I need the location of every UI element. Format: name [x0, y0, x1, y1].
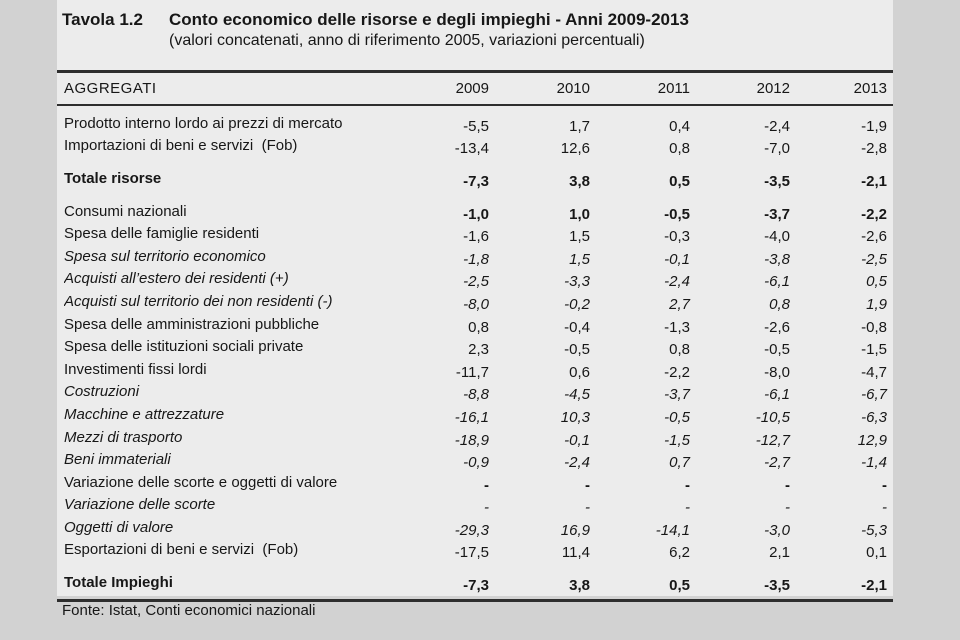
- table-row: [57, 290, 893, 313]
- row-value: -0,5: [764, 341, 790, 359]
- row-value: -11,7: [455, 363, 489, 381]
- row-value: -2,1: [861, 172, 887, 190]
- row-label: Mezzi di trasporto: [64, 428, 183, 446]
- row-label: Consumi nazionali: [64, 202, 187, 220]
- row-value: -: [685, 476, 690, 494]
- row-label: Spesa sul territorio economico: [64, 247, 266, 265]
- row-value: -1,5: [664, 431, 690, 449]
- row-value: 0,8: [669, 140, 690, 158]
- row-value: -0,8: [861, 318, 887, 336]
- row-value: -2,4: [564, 454, 590, 472]
- table-row: [57, 167, 893, 190]
- table-row: [57, 403, 893, 426]
- row-label: Costruzioni: [64, 383, 140, 401]
- row-value: 0,8: [468, 318, 489, 336]
- row-value: 0,5: [669, 172, 690, 190]
- table-row: [57, 539, 893, 562]
- row-value: -4,7: [861, 363, 887, 381]
- column-header-2010: 2010: [556, 80, 590, 97]
- row-value: -10,5: [755, 408, 790, 426]
- row-value: 1,5: [569, 228, 590, 246]
- row-value: 0,8: [669, 341, 690, 359]
- column-header-aggregati: AGGREGATI: [64, 80, 157, 97]
- row-value: -1,9: [861, 117, 887, 135]
- row-value: -2,7: [764, 454, 790, 472]
- source-note: Fonte: Istat, Conti economici nazionali: [62, 602, 316, 619]
- table-row: [57, 135, 893, 158]
- column-header-2009: 2009: [455, 80, 489, 97]
- row-value: -: [585, 476, 590, 494]
- row-value: -2,4: [664, 273, 690, 291]
- row-value: -2,4: [764, 117, 790, 135]
- row-value: -8,0: [463, 295, 489, 313]
- row-value: -13,4: [454, 140, 489, 158]
- row-value: -0,9: [463, 454, 489, 472]
- row-value: -1,0: [463, 205, 489, 223]
- row-value: 2,1: [769, 544, 790, 562]
- row-value: 6,2: [669, 544, 690, 562]
- row-value: -3,7: [664, 386, 690, 404]
- row-label: Macchine e attrezzature: [64, 405, 225, 423]
- row-value: -1,8: [463, 250, 489, 268]
- row-label: Spesa delle famiglie residenti: [64, 225, 260, 243]
- row-value: 1,0: [569, 205, 590, 223]
- row-value: 2,7: [669, 295, 690, 313]
- table-subtitle: (valori concatenati, anno di riferimento 2005, variazioni percentuali): [169, 32, 645, 49]
- row-value: -3,7: [764, 205, 790, 223]
- row-value: 3,8: [569, 172, 590, 190]
- table-row: [57, 471, 893, 494]
- row-value: 1,9: [866, 295, 887, 313]
- row-value: -2,2: [861, 205, 887, 223]
- table-body: [57, 106, 893, 594]
- row-value: -3,5: [764, 577, 790, 595]
- row-value: -6,1: [764, 386, 790, 404]
- row-value: -0,5: [564, 341, 590, 359]
- row-value: -: [585, 499, 590, 517]
- table-row: [57, 200, 893, 223]
- row-label: Totale risorse: [64, 169, 162, 187]
- row-value: 2,3: [468, 341, 489, 359]
- row-label: Oggetti di valore: [64, 518, 174, 536]
- row-value: -7,0: [764, 140, 790, 158]
- row-value: -2,5: [861, 250, 887, 268]
- row-value: 0,6: [569, 363, 590, 381]
- row-value: -16,1: [454, 408, 489, 426]
- row-value: -2,1: [861, 577, 887, 595]
- table-title: Conto economico delle risorse e degli impieghi - Anni 2009-2013: [169, 10, 689, 29]
- row-label: Importazioni di beni e servizi (Fob): [64, 137, 298, 155]
- row-value: -6,3: [861, 408, 887, 426]
- row-value: -7,3: [463, 172, 489, 190]
- row-value: -0,5: [664, 408, 690, 426]
- row-value: -4,0: [764, 228, 790, 246]
- row-value: -0,4: [564, 318, 590, 336]
- row-value: -0,5: [664, 205, 690, 223]
- title-group: [169, 9, 689, 51]
- row-value: -2,5: [463, 273, 489, 291]
- row-value: -: [882, 499, 887, 517]
- table-row: [57, 516, 893, 539]
- row-value: -2,2: [664, 363, 690, 381]
- table-row: [57, 268, 893, 291]
- row-value: 0,1: [866, 544, 887, 562]
- row-value: -0,3: [664, 228, 690, 246]
- row-value: -: [785, 499, 790, 517]
- row-value: 0,7: [669, 454, 690, 472]
- row-label: Prodotto interno lordo ai prezzi di mercato: [64, 114, 343, 132]
- row-value: 3,8: [569, 577, 590, 595]
- column-header-2013: 2013: [853, 80, 887, 97]
- row-value: -0,1: [664, 250, 690, 268]
- row-value: -0,2: [564, 295, 590, 313]
- row-value: -12,7: [755, 431, 790, 449]
- table-row: [57, 313, 893, 336]
- row-value: -5,3: [861, 521, 887, 539]
- row-label: Variazione delle scorte e oggetti di valore: [64, 473, 338, 491]
- row-value: -5,5: [463, 117, 489, 135]
- row-value: 1,7: [569, 117, 590, 135]
- title-block: [57, 0, 893, 51]
- row-value: 0,4: [669, 117, 690, 135]
- row-value: -1,3: [664, 318, 690, 336]
- column-header-2011: 2011: [657, 80, 690, 97]
- row-value: -1,4: [861, 454, 887, 472]
- row-label: Spesa delle istituzioni sociali private: [64, 338, 304, 356]
- row-label: Acquisti all’estero dei residenti (+): [64, 270, 289, 288]
- table-header-row: [57, 70, 893, 106]
- row-value: -7,3: [463, 577, 489, 595]
- row-value: 0,5: [866, 273, 887, 291]
- row-value: -: [685, 499, 690, 517]
- table-row: [57, 381, 893, 404]
- table-row: [57, 426, 893, 449]
- table-row: [57, 358, 893, 381]
- row-label: Totale Impieghi: [64, 574, 173, 592]
- table-row: [57, 494, 893, 517]
- row-value: 0,5: [669, 577, 690, 595]
- row-value: -3,8: [764, 250, 790, 268]
- column-header-2012: 2012: [756, 80, 790, 97]
- row-value: -: [882, 476, 887, 494]
- row-value: -14,1: [655, 521, 690, 539]
- row-label: Beni immateriali: [64, 451, 171, 469]
- data-table: [57, 70, 893, 602]
- table-number-label: Tavola 1.2: [62, 10, 143, 29]
- row-value: -17,5: [454, 544, 489, 562]
- row-value: -1,5: [861, 341, 887, 359]
- row-label: Investimenti fissi lordi: [64, 360, 207, 378]
- row-label: Acquisti sul territorio dei non residenti (-): [64, 292, 333, 310]
- table-row: [57, 335, 893, 358]
- row-label: Spesa delle amministrazioni pubbliche: [64, 315, 320, 333]
- row-value: -3,0: [764, 521, 790, 539]
- row-value: 12,6: [560, 140, 590, 158]
- row-value: -3,3: [564, 273, 590, 291]
- row-value: -6,1: [764, 273, 790, 291]
- row-value: -: [484, 499, 489, 517]
- row-value: -1,6: [463, 228, 489, 246]
- table-row: [57, 222, 893, 245]
- table-row: [57, 448, 893, 471]
- table-row: [57, 571, 893, 594]
- row-value: 1,5: [569, 250, 590, 268]
- row-value: 12,9: [857, 431, 887, 449]
- row-value: -: [785, 476, 790, 494]
- row-value: -8,0: [764, 363, 790, 381]
- row-value: -29,3: [454, 521, 489, 539]
- row-value: -3,5: [764, 172, 790, 190]
- row-value: 10,3: [560, 408, 590, 426]
- row-value: 16,9: [560, 521, 590, 539]
- row-label: Esportazioni di beni e servizi (Fob): [64, 541, 299, 559]
- row-value: -0,1: [564, 431, 590, 449]
- row-value: -18,9: [454, 431, 489, 449]
- row-value: -2,6: [861, 228, 887, 246]
- row-value: 11,4: [561, 544, 590, 562]
- row-value: -2,8: [861, 140, 887, 158]
- table-row: [57, 112, 893, 135]
- row-value: -6,7: [861, 386, 887, 404]
- table-row: [57, 245, 893, 268]
- row-value: -: [484, 476, 489, 494]
- row-value: 0,8: [769, 295, 790, 313]
- row-label: Variazione delle scorte: [64, 496, 216, 514]
- document-page: [57, 0, 893, 596]
- row-value: -8,8: [463, 386, 489, 404]
- row-value: -2,6: [764, 318, 790, 336]
- row-value: -4,5: [564, 386, 590, 404]
